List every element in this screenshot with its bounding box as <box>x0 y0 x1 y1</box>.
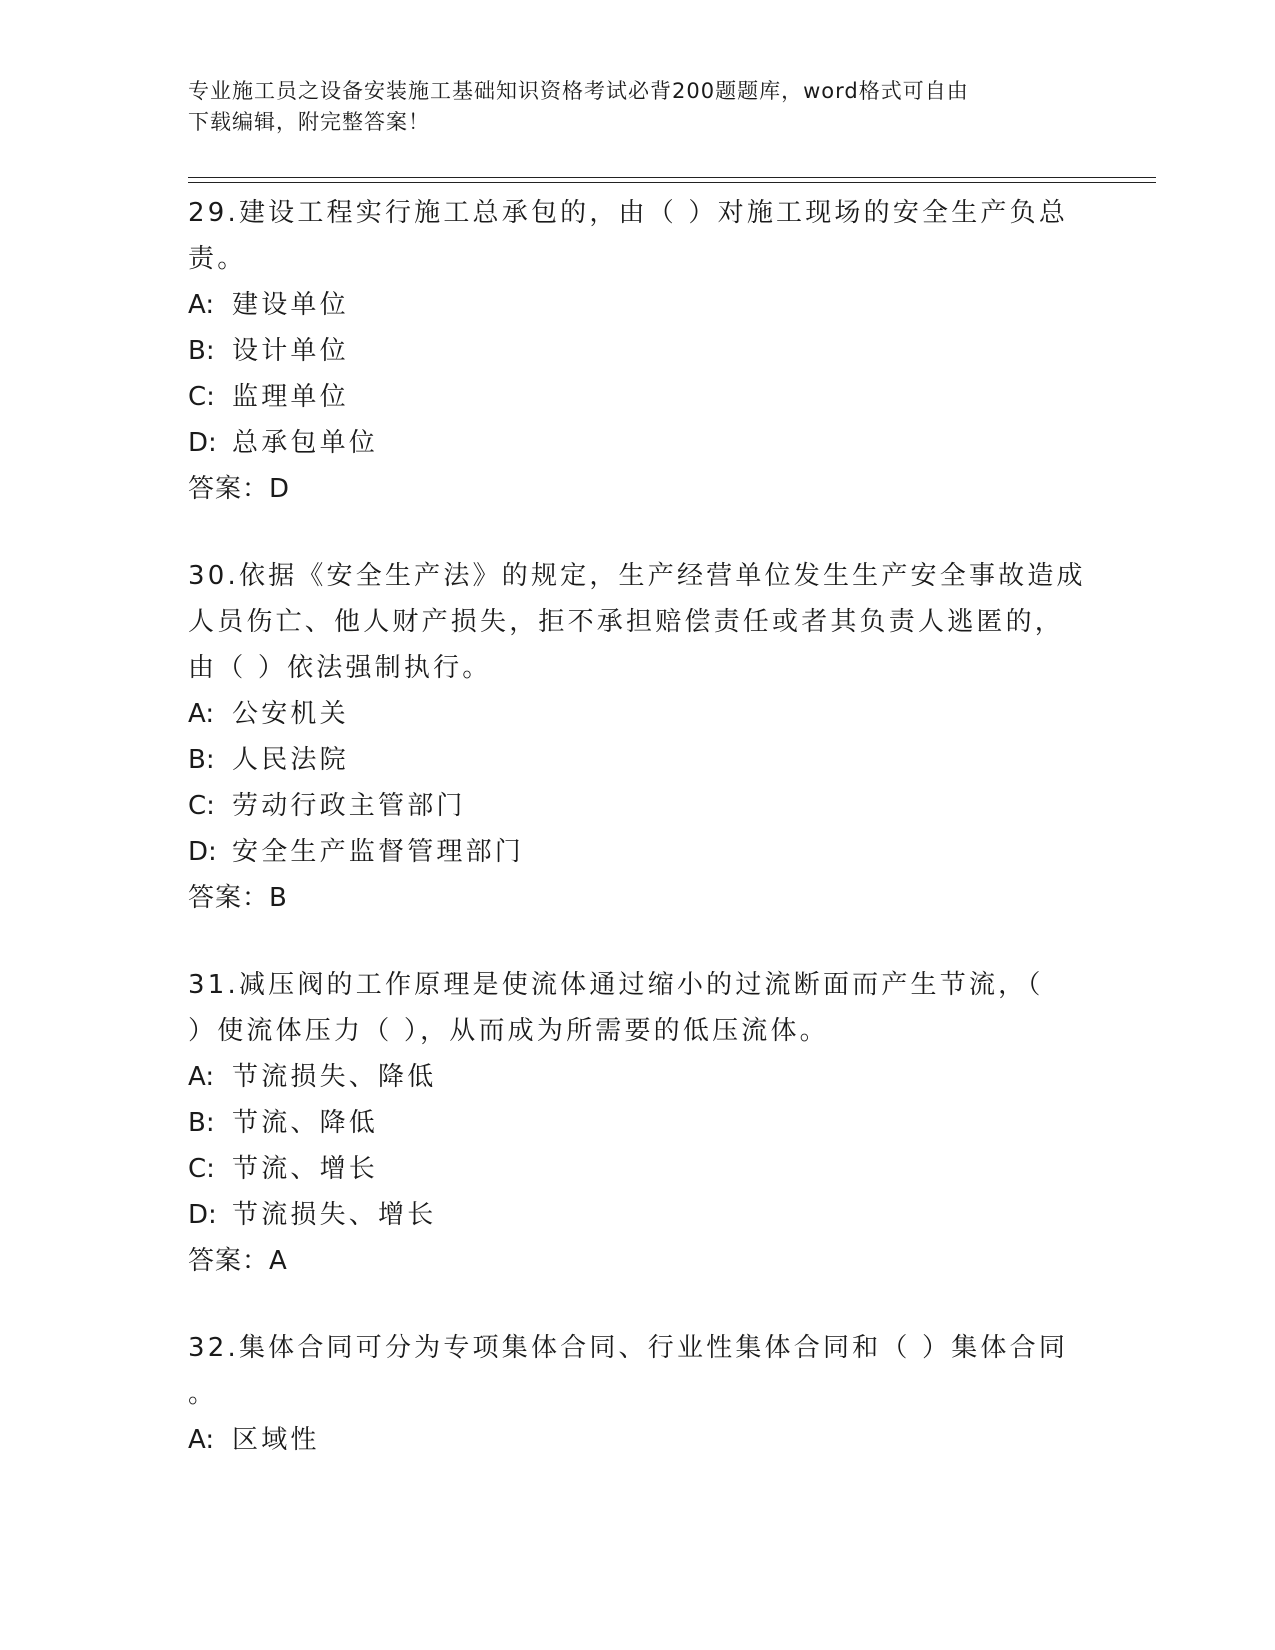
option-text: 节流损失、降低 <box>232 1062 437 1092</box>
option-a <box>188 691 1088 737</box>
option-b <box>188 328 1088 374</box>
question-32 <box>188 1325 1088 1463</box>
question-stem-line: 人员伤亡、他人财产损失，拒不承担赔偿责任或者其负责人逃匿的， <box>188 607 1065 637</box>
option-key: B: <box>188 745 215 775</box>
document-header <box>188 76 1068 138</box>
option-c <box>188 374 1088 420</box>
option-text: 总承包单位 <box>232 428 379 458</box>
header-line-2: 下载编辑，附完整答案！ <box>188 110 430 134</box>
option-a <box>188 282 1088 328</box>
option-text: 劳动行政主管部门 <box>232 791 466 821</box>
option-a <box>188 1054 1088 1100</box>
option-text: 安全生产监督管理部门 <box>232 837 525 867</box>
option-key: B: <box>188 336 215 366</box>
option-text: 人民法院 <box>232 745 349 775</box>
question-stem-line: 由（ ）依法强制执行。 <box>188 653 492 683</box>
option-b <box>188 737 1088 783</box>
answer-label: 答案：D <box>188 474 291 504</box>
option-text: 设计单位 <box>232 336 349 366</box>
option-d <box>188 420 1088 466</box>
option-text: 区域性 <box>232 1425 320 1455</box>
option-c <box>188 1146 1088 1192</box>
option-a <box>188 1417 1088 1463</box>
answer-label: 答案：A <box>188 1246 288 1276</box>
question-31 <box>188 962 1088 1284</box>
option-key: A: <box>188 290 215 320</box>
option-d <box>188 829 1088 875</box>
header-rule-bottom <box>188 182 1156 183</box>
option-key: B: <box>188 1108 215 1138</box>
question-29 <box>188 190 1088 512</box>
option-text: 建设单位 <box>232 290 349 320</box>
option-c <box>188 783 1088 829</box>
question-stem-line: 责。 <box>188 244 247 274</box>
option-text: 监理单位 <box>232 382 349 412</box>
question-stem-line: ）使流体压力（ ），从而成为所需要的低压流体。 <box>188 1016 829 1046</box>
option-d <box>188 1192 1088 1238</box>
option-text: 节流、增长 <box>232 1154 379 1184</box>
question-stem-line: 30.依据《安全生产法》的规定，生产经营单位发生生产安全事故造成 <box>188 561 1086 591</box>
question-stem-line: 31.减压阀的工作原理是使流体通过缩小的过流断面而产生节流，（ <box>188 970 1044 1000</box>
header-rule-top <box>188 177 1156 178</box>
question-stem-line: 。 <box>188 1379 218 1409</box>
option-b <box>188 1100 1088 1146</box>
option-key: A: <box>188 1062 215 1092</box>
question-stem-line: 32.集体合同可分为专项集体合同、行业性集体合同和（ ）集体合同 <box>188 1333 1069 1363</box>
option-text: 节流损失、增长 <box>232 1200 437 1230</box>
header-line-1: 专业施工员之设备安装施工基础知识资格考试必背200题题库，word格式可自由 <box>188 79 969 103</box>
option-key: C: <box>188 1154 215 1184</box>
option-key: C: <box>188 382 215 412</box>
option-text: 公安机关 <box>232 699 349 729</box>
option-text: 节流、降低 <box>232 1108 379 1138</box>
answer-label: 答案：B <box>188 883 288 913</box>
question-stem-line: 29.建设工程实行施工总承包的，由（ ）对施工现场的安全生产负总 <box>188 198 1069 228</box>
option-key: D: <box>188 837 217 867</box>
question-30 <box>188 553 1088 921</box>
option-key: A: <box>188 1425 215 1455</box>
option-key: D: <box>188 428 217 458</box>
option-key: C: <box>188 791 215 821</box>
option-key: D: <box>188 1200 217 1230</box>
option-key: A: <box>188 699 215 729</box>
